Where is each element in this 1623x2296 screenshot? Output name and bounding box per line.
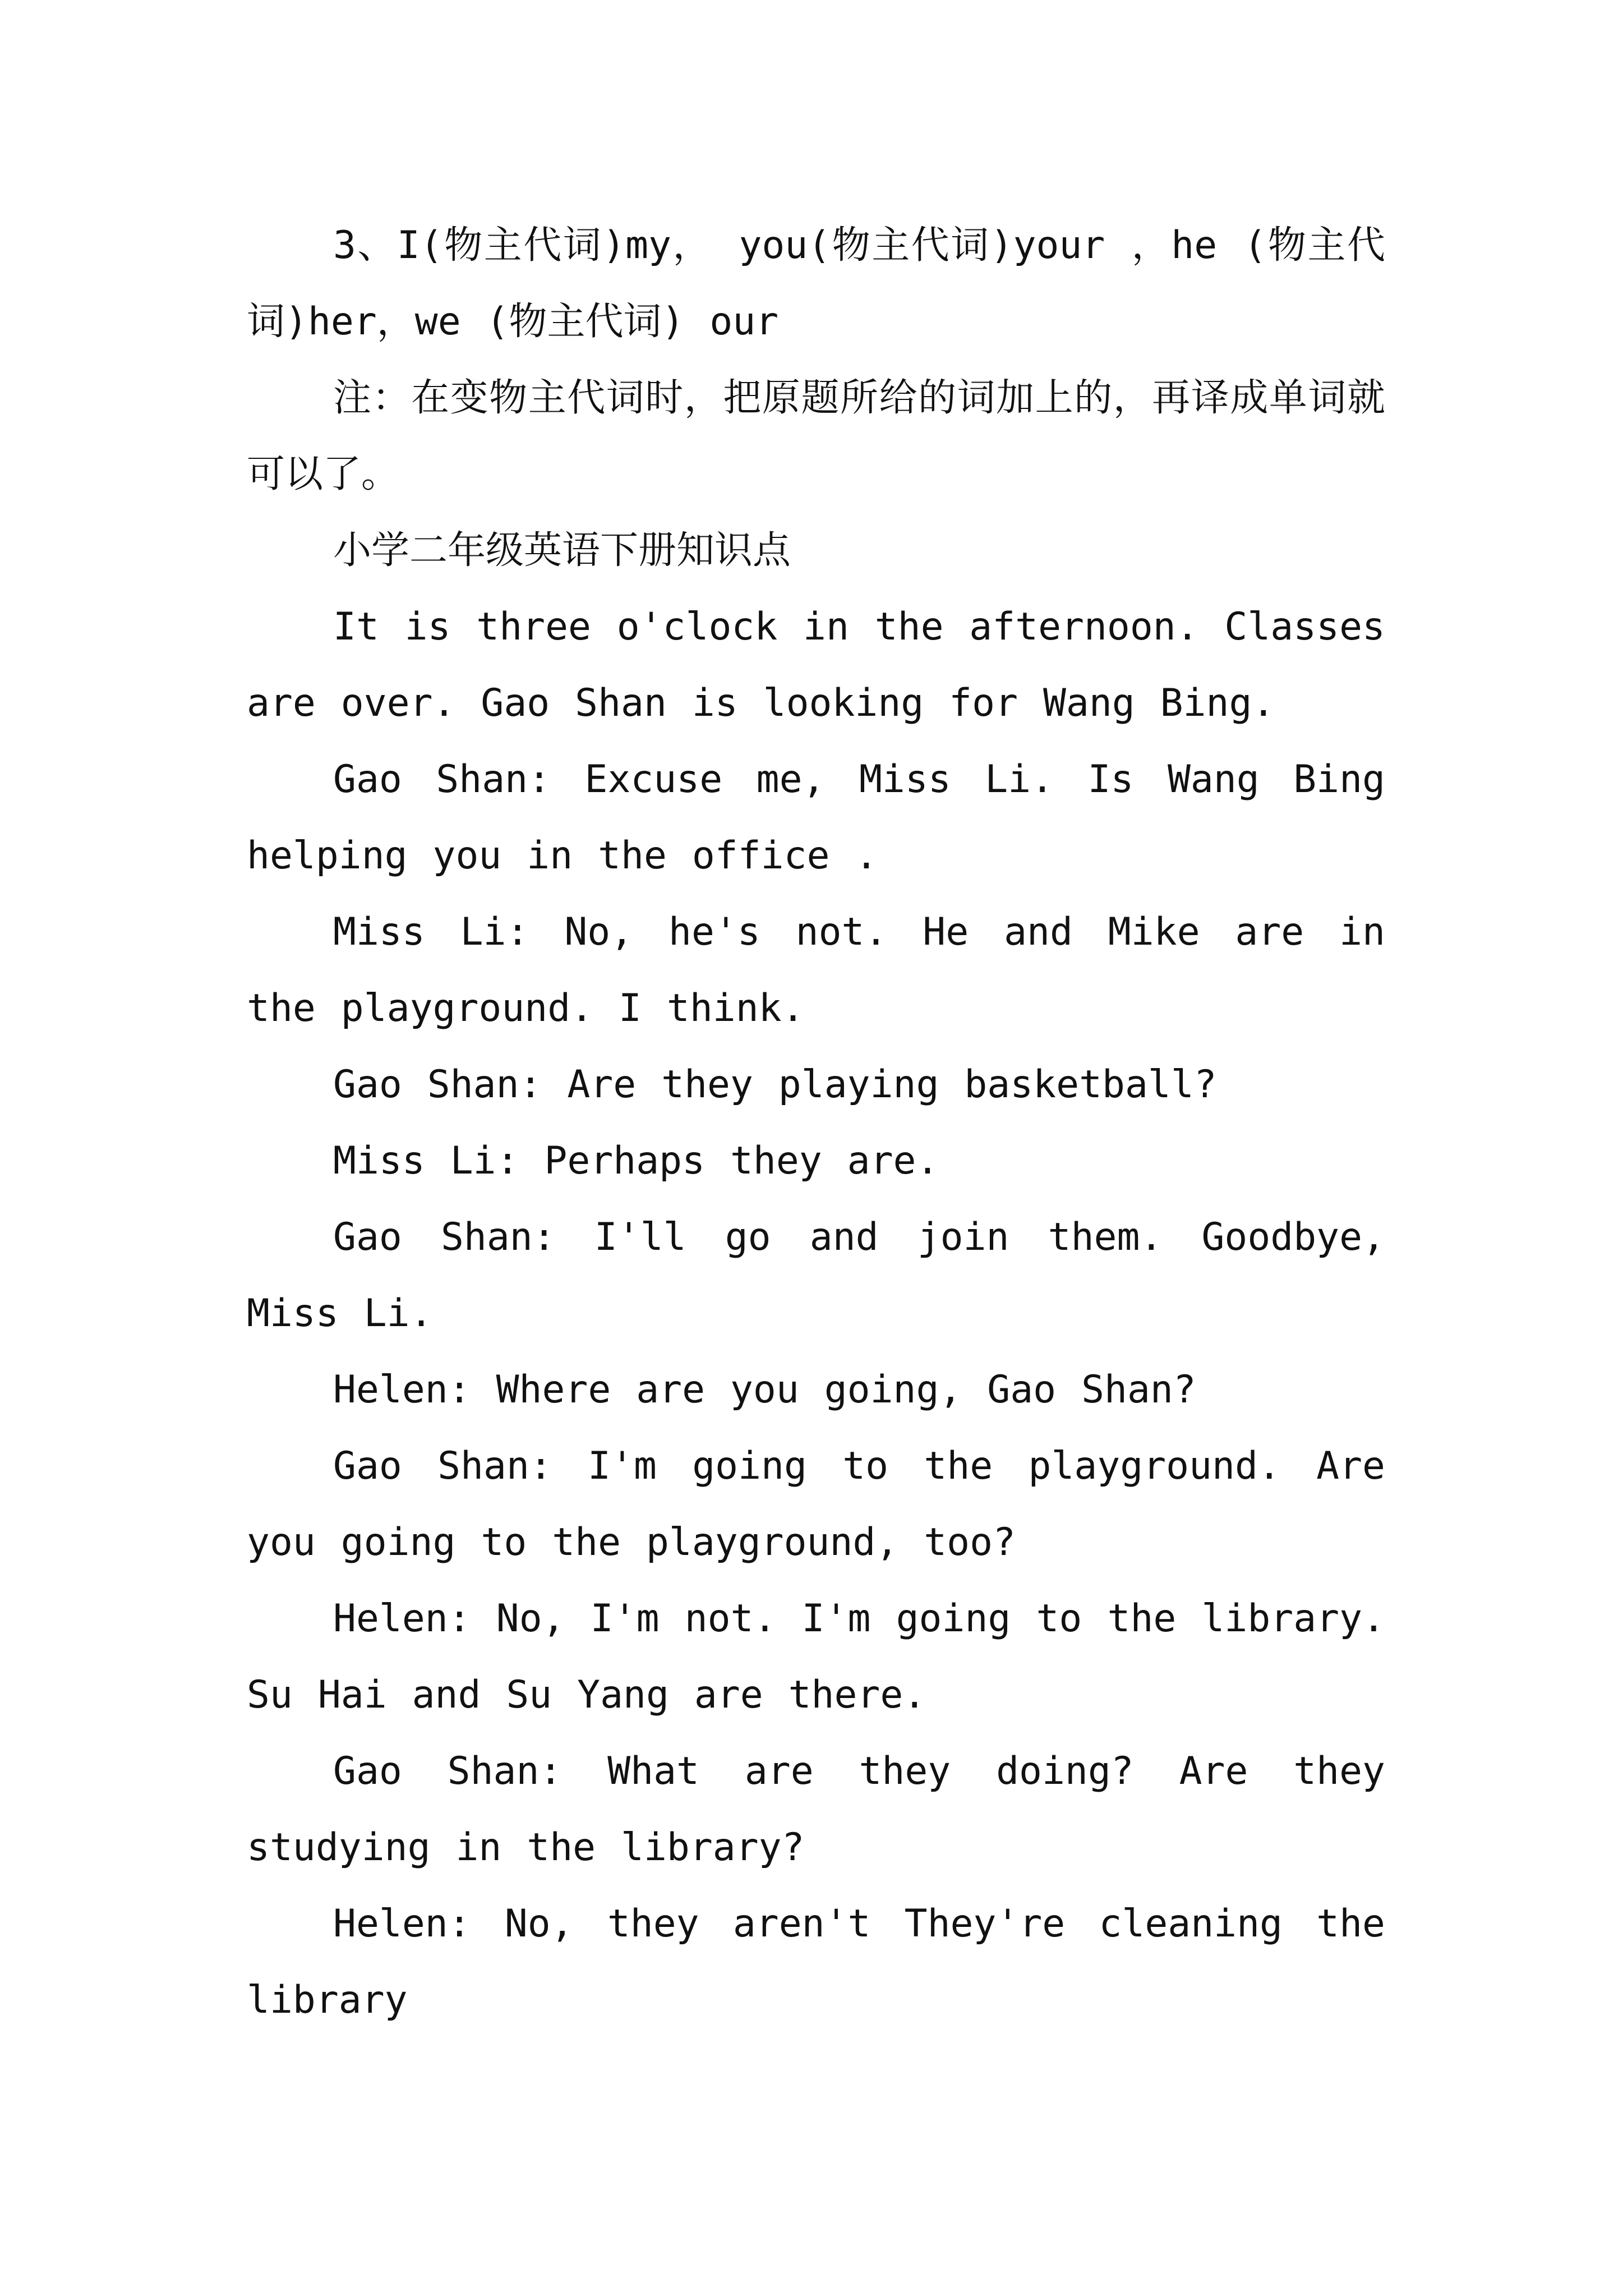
dialogue-line: Helen: Where are you going, Gao Shan? [333,1368,1196,1412]
dialogue-line: Gao Shan: What are they doing? Are they studying in the library? [247,1749,1385,1870]
dialogue-line: Miss Li: Perhaps they are. [333,1139,939,1183]
paragraph-note: 注：在变物主代词时，把原题所给的词加上的，再译成单词就可以了。 [247,376,1385,496]
dialogue-line: Gao Shan: I'm going to the playground. Are you going to the playground, too? [247,1444,1385,1565]
dialogue-line: Gao Shan: I'll go and join them. Goodbye, Miss Li. [247,1215,1385,1336]
paragraph-possessive-pronouns: 3、I(物主代词)my， you(物主代词)your ，he (物主代词)her，we (物主代词) our [247,223,1385,344]
section-heading: 小学二年级英语下册知识点 [333,528,791,573]
document-body [247,208,1385,2039]
dialogue-line: Gao Shan: Excuse me, Miss Li. Is Wang Bing helping you in the office . [247,757,1385,878]
dialogue-line: Helen: No, I'm not. I'm going to the library. Su Hai and Su Yang are there. [247,1596,1385,1717]
dialogue-line: Helen: No, they aren't They're cleaning the library [247,1902,1385,2022]
paragraph-intro: It is three o'clock in the afternoon. Classes are over. Gao Shan is looking for Wang Bing. [247,605,1385,725]
dialogue-line: Miss Li: No, he's not. He and Mike are in the playground. I think. [247,910,1385,1030]
dialogue-line: Gao Shan: Are they playing basketball? [333,1062,1217,1107]
